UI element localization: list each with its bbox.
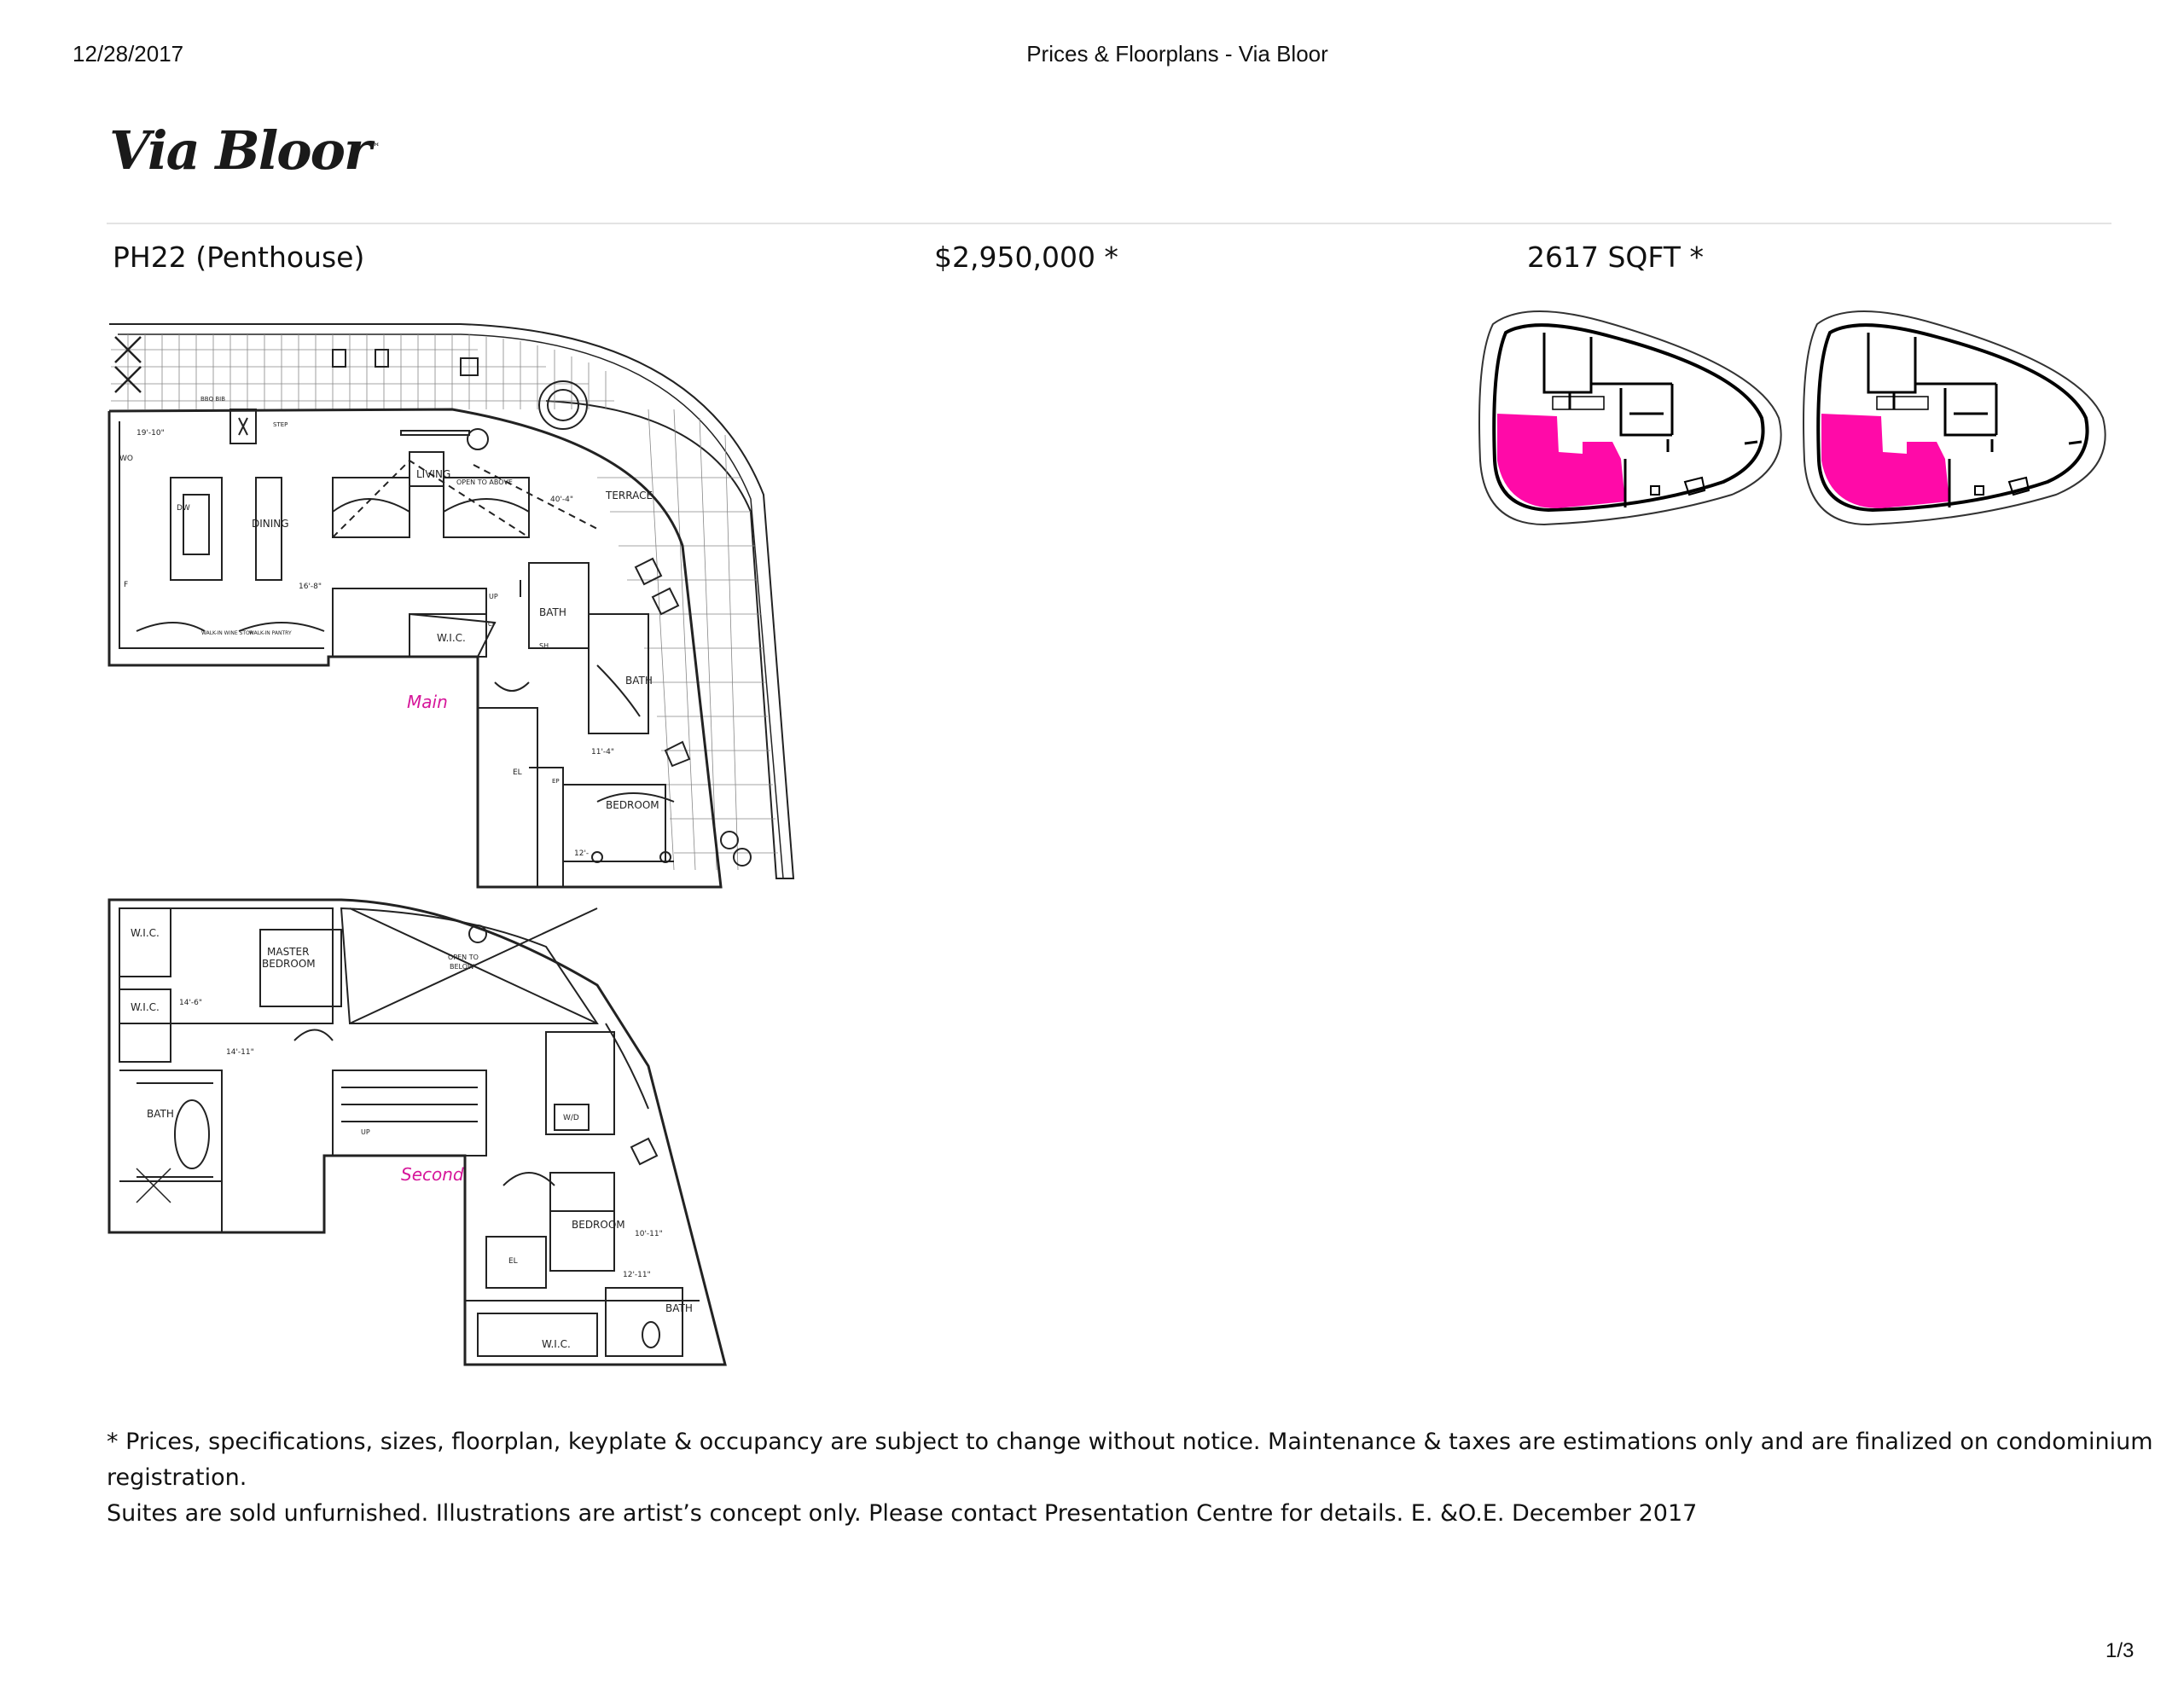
label-living: LIVING [416, 468, 451, 480]
logo-text: Via Bloor [109, 119, 370, 182]
logo-trademark: ™ [369, 141, 379, 154]
label-terrace: TERRACE [606, 490, 653, 501]
suite-name: PH22 (Penthouse) [113, 241, 365, 274]
disclaimer-line-1: * Prices, specifications, sizes, floorplan, keyplate & occupancy are subject to change without notice. Maintenance & taxes are estimations only and are finalized on condominium registration. [107, 1429, 2153, 1491]
print-title: Prices & Floorplans - Via Bloor [1026, 41, 1328, 67]
dim-5: 12'- [574, 849, 590, 858]
label-wic-main: W.I.C. [437, 632, 466, 644]
label-open-below-1: OPEN TO [448, 954, 479, 961]
terrace-grid [111, 334, 778, 870]
disclaimer [107, 1424, 2154, 1532]
keyplate-1 [1479, 311, 1781, 525]
dim-4: 11'-4" [591, 748, 615, 757]
dim-3: 16'-8" [299, 583, 322, 591]
label-dining: DINING [252, 518, 289, 530]
label-wo: WO [119, 455, 133, 463]
label-master-1: MASTER [267, 946, 310, 958]
disclaimer-line-2: Suites are sold unfurnished. Illustrations are artist’s concept only. Please contact Presentation Centre for details. E. &O.E. December 2017 [107, 1500, 1698, 1527]
print-date: 12/28/2017 [73, 41, 184, 67]
dim-6: 14'-6" [179, 999, 203, 1007]
label-bath-main-1: BATH [539, 606, 566, 618]
label-open-to-above: OPEN TO ABOVE [456, 478, 513, 486]
dim-7: 14'-11" [226, 1048, 254, 1057]
label-bath-second-2: BATH [665, 1302, 693, 1314]
label-cp: CP [488, 621, 497, 628]
label-pantry: WALK-IN PANTRY [249, 630, 292, 636]
dim-9: 12'-11" [623, 1271, 651, 1279]
dim-1: 19'-10" [136, 429, 165, 438]
label-up-second: UP [361, 1128, 370, 1136]
label-wic-second-2: W.I.C. [131, 1001, 160, 1013]
label-up-main: UP [489, 593, 498, 600]
label-bbq: BBQ BIB [200, 396, 226, 403]
label-wic-second-3: W.I.C. [542, 1338, 571, 1350]
dim-2: 40'-4" [550, 496, 574, 504]
label-wd: W/D [563, 1114, 579, 1122]
suite-price: $2,950,000 * [934, 241, 1118, 274]
suite-size: 2617 SQFT * [1527, 241, 1704, 274]
label-open-below-2: BELOW [450, 963, 474, 971]
label-sh: SH [539, 642, 549, 650]
label-dw: DW [177, 504, 190, 513]
label-f: F [124, 581, 129, 589]
label-el-main: EL [513, 768, 522, 777]
label-wic-second-1: W.I.C. [131, 927, 160, 939]
label-el-second: EL [508, 1257, 518, 1266]
label-step: STEP [273, 421, 288, 428]
label-ep: EP [552, 778, 560, 785]
label-bath-second-1: BATH [147, 1108, 174, 1120]
label-bath-main-2: BATH [625, 675, 653, 687]
floor-label-main: Main [407, 692, 448, 712]
label-bedroom-main: BEDROOM [606, 799, 659, 811]
floor-label-second: Second [401, 1164, 464, 1185]
label-bedroom-second: BEDROOM [572, 1219, 625, 1231]
keyplate-2 [1804, 311, 2106, 525]
page-number: 1/3 [2106, 1639, 2135, 1662]
dim-8: 10'-11" [635, 1230, 663, 1238]
label-wine: WALK-IN WINE STOR [201, 630, 253, 636]
label-master-2: BEDROOM [262, 958, 316, 970]
